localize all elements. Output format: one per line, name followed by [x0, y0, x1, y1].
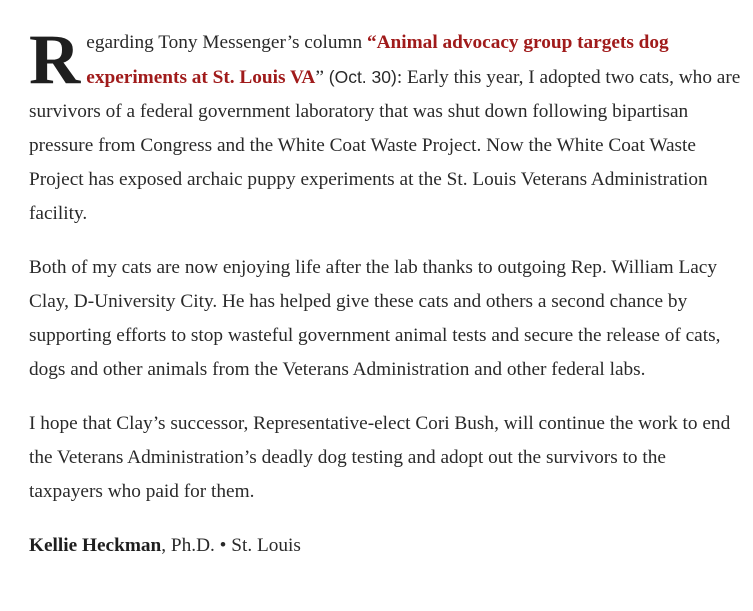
drop-cap: R	[29, 21, 81, 99]
letter-paragraph-3: I hope that Clay’s successor, Representative-elect Cori Bush, will continue the work to end the Veterans Administration’s deadly dog testing and adopt out the survivors to the taxpayers who paid for them.	[29, 413, 731, 502]
intro-text: egarding Tony Messenger’s column	[86, 32, 367, 53]
column-headline-link[interactable]: “Animal advocacy group targets dog experiments at St. Louis VA	[86, 32, 669, 88]
link-close-quote: ”	[315, 67, 329, 88]
author-name: Kellie Heckman	[29, 535, 162, 556]
letter-signature	[29, 529, 741, 563]
letter-article	[29, 21, 741, 563]
paragraph-1-body: : Early this year, I adopted two cats, who are survivors of a federal government laboratory that was shut down following bipartisan pressure from Congress and the White Coat Waste Project. Now the White Coat Waste Project has exposed archaic puppy experiments at the St. Louis Veterans Administration facility.	[29, 67, 741, 224]
letter-paragraph-1	[29, 21, 741, 231]
letter-paragraph-2: Both of my cats are now enjoying life after the lab thanks to outgoing Rep. William Lacy Clay, D-University City. He has helped give these cats and others a second chance by supporting efforts to stop wasteful government animal tests and secure the release of cats, dogs and other animals from the Veterans Administration and other federal labs.	[29, 257, 721, 380]
author-credentials: , Ph.D. • St. Louis	[161, 535, 301, 556]
column-date: (Oct. 30)	[328, 67, 397, 87]
